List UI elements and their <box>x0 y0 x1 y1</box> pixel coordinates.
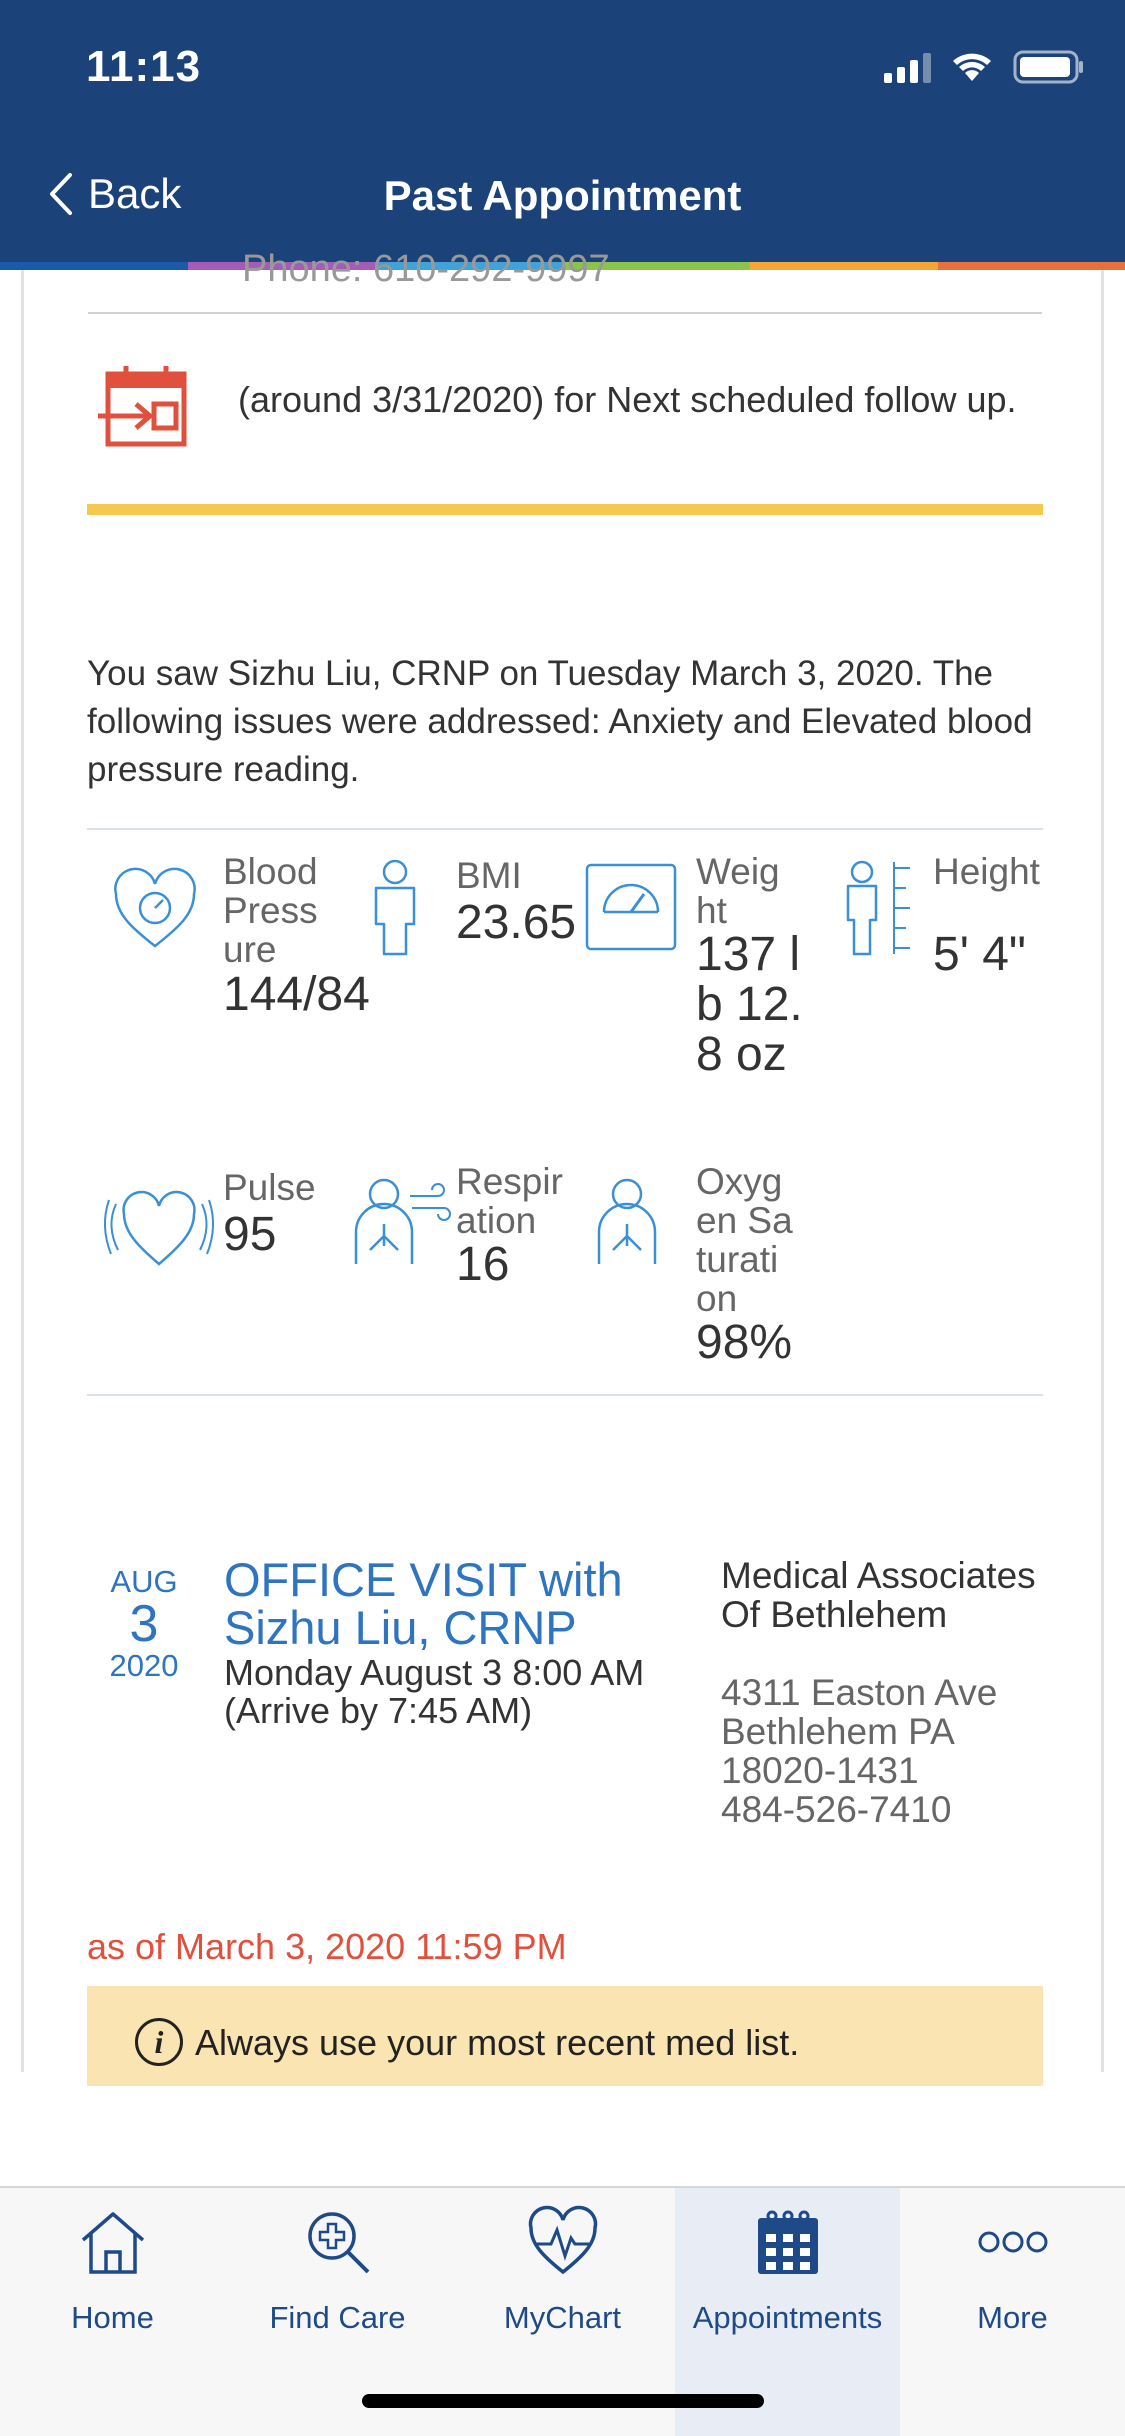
status-icons <box>884 50 1085 84</box>
blood-pressure-icon <box>112 870 198 950</box>
vital-label: BMI <box>456 855 522 896</box>
vital-label: Pulse <box>223 1167 316 1208</box>
tab-label: Find Care <box>269 2300 406 2335</box>
followup-row <box>88 350 1042 490</box>
divider <box>87 1394 1043 1396</box>
vital-value: 137 lb 12.8 oz <box>696 928 803 1081</box>
status-time: 11:13 <box>86 42 202 91</box>
calendar-arrow-icon <box>96 364 196 450</box>
tab-label: Home <box>71 2300 154 2335</box>
partial-phone-text: Phone: 610-292-9997 <box>242 248 610 290</box>
notice-text: Always use your most recent med list. <box>195 2022 800 2063</box>
vital-value: 144/84 <box>223 968 370 1021</box>
vital-value: 98% <box>696 1316 793 1369</box>
divider <box>87 828 1043 830</box>
appointment-time: Monday August 3 8:00 AM (Arrive by 7:45 AM) <box>224 1652 645 1731</box>
signal-icon <box>884 51 931 83</box>
scale-icon <box>584 862 678 952</box>
med-list-timestamp: as of March 3, 2020 11:59 PM <box>87 1926 567 1967</box>
tab-label: More <box>977 2300 1048 2335</box>
followup-divider <box>87 504 1043 515</box>
wifi-icon <box>951 51 993 83</box>
address-line: 4311 Easton Ave <box>721 1672 998 1713</box>
vital-value: 16 <box>456 1238 510 1291</box>
mychart-icon <box>527 2206 599 2278</box>
vital-value: 95 <box>223 1208 277 1261</box>
find-care-icon <box>302 2206 374 2278</box>
person-icon <box>364 858 426 958</box>
tab-more[interactable] <box>900 2188 1125 2436</box>
more-icon <box>977 2206 1049 2278</box>
location-phone[interactable]: 484-526-7410 <box>721 1789 952 1830</box>
vital-label: Respiration <box>456 1161 563 1241</box>
page-title: Past Appointment <box>383 172 742 219</box>
appointment-date <box>94 1564 194 1684</box>
tab-label: MyChart <box>503 2300 622 2335</box>
height-icon <box>844 858 918 958</box>
appointment-year: 2020 <box>109 1648 179 1683</box>
vital-label: Blood Pressure <box>223 851 318 970</box>
followup-text: (around 3/31/2020) for Next scheduled follow up. <box>238 379 1017 420</box>
appointment-month: AUG <box>110 1564 178 1599</box>
heart-icon <box>104 1184 214 1270</box>
app-header <box>0 0 1125 266</box>
vital-label: Weight <box>696 851 780 931</box>
visit-summary: You saw Sizhu Liu, CRNP on Tuesday March 3, 2020. The following issues were addressed: Anxiety and Elevated blood pressure reading. <box>87 654 1033 789</box>
oxygen-icon <box>590 1176 664 1268</box>
address-line: Bethlehem PA <box>721 1711 955 1752</box>
med-list-notice <box>87 1986 1043 2086</box>
appointment-title-link[interactable]: OFFICE VISIT with Sizhu Liu, CRNP <box>224 1553 623 1654</box>
vital-value: 23.65 <box>456 896 577 949</box>
vital-value: 5' 4" <box>933 928 1026 981</box>
back-label: Back <box>88 170 182 217</box>
vital-label: Height <box>933 851 1040 892</box>
lungs-icon <box>350 1176 450 1268</box>
info-icon: i <box>135 2018 183 2066</box>
appointment-address <box>721 1673 1061 1829</box>
tab-home[interactable] <box>0 2188 225 2436</box>
appointment-location-name: Medical Associates Of Bethlehem <box>721 1555 1036 1635</box>
home-indicator[interactable] <box>362 2394 764 2408</box>
home-icon <box>77 2206 149 2278</box>
calendar-icon <box>752 2206 824 2278</box>
appointment-day: 3 <box>129 1595 159 1653</box>
tab-label: Appointments <box>692 2300 883 2335</box>
divider <box>88 312 1042 314</box>
appointment-details[interactable] <box>21 248 1104 2072</box>
vital-label: Oxygen Saturation <box>696 1161 793 1319</box>
address-line: 18020-1431 <box>721 1750 919 1791</box>
battery-icon <box>1013 50 1085 84</box>
